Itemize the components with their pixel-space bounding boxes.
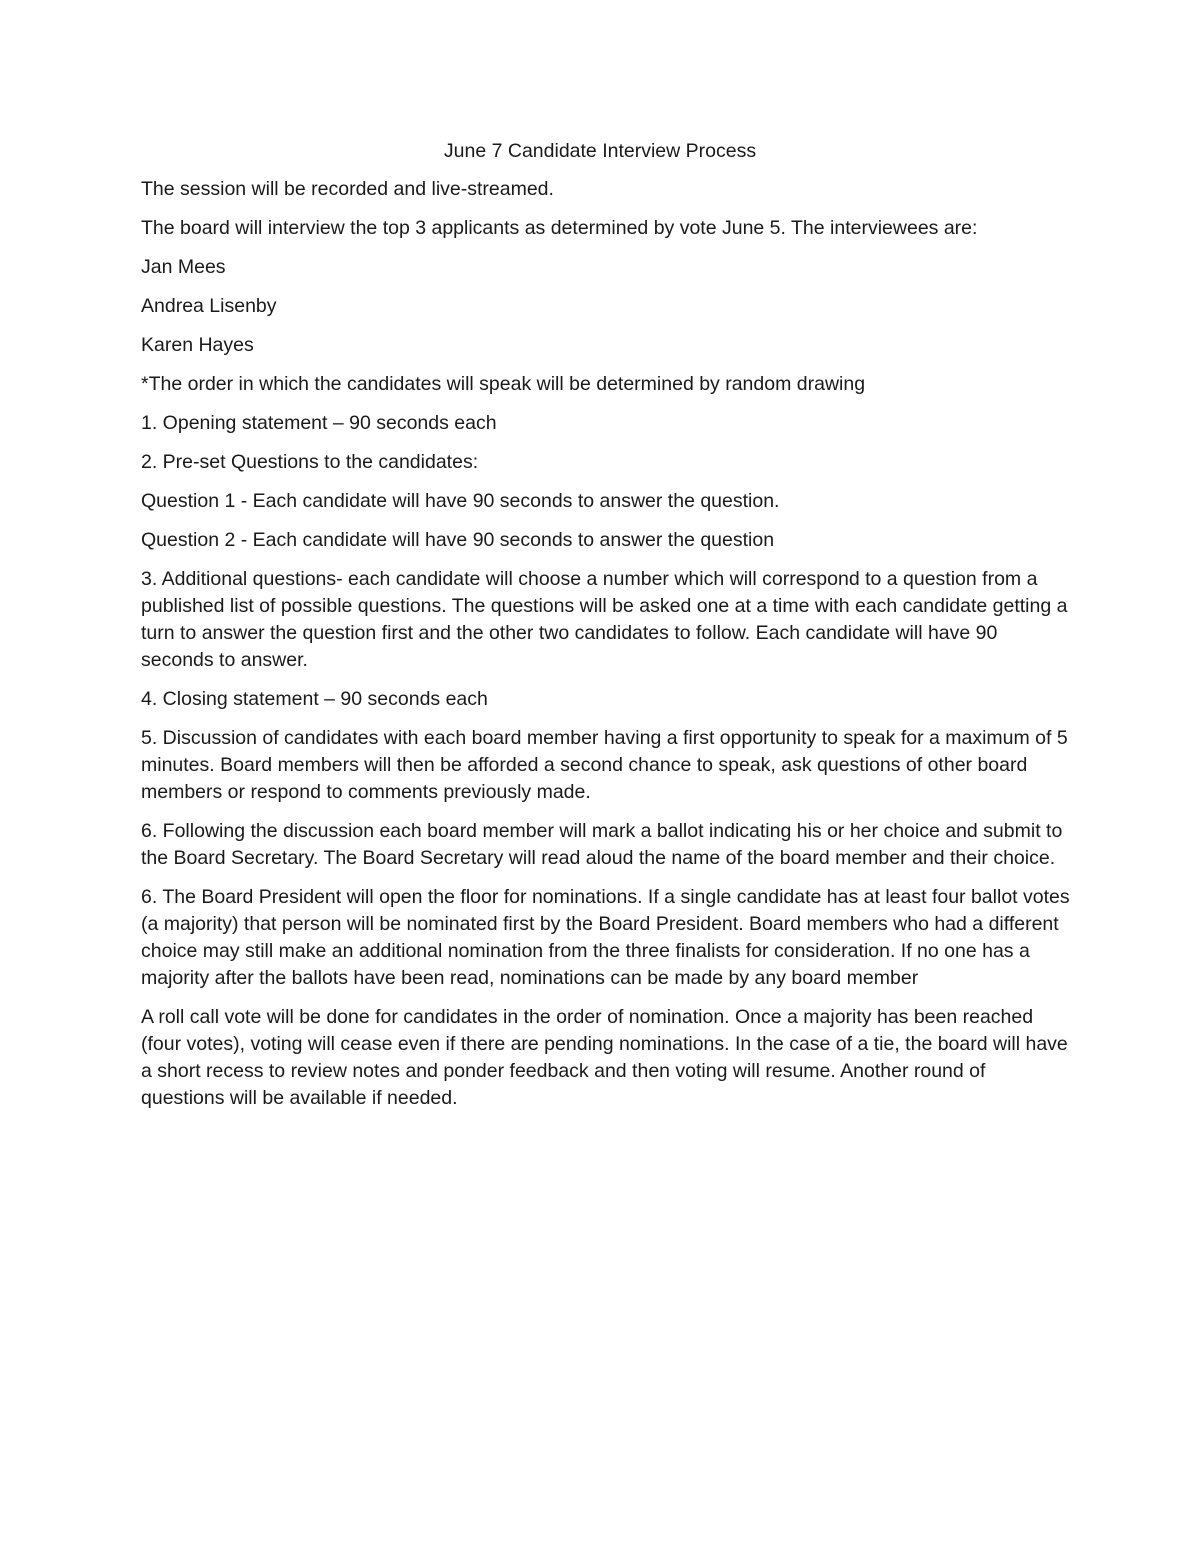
preset-question-1: Question 1 - Each candidate will have 90 seconds to answer the question.: [141, 490, 780, 512]
paragraph-recording-notice: The session will be recorded and live-streamed.: [141, 178, 554, 200]
step-additional-questions: 3. Additional questions- each candidate will choose a number which will correspond to a question from a published list of possible questions. The questions will be asked one at a time with each candidate getting a turn to answer the question first and the other two candidates to follow. Each candidate will have 90 seconds to answer.: [141, 568, 1068, 671]
document-body: [141, 138, 1071, 1124]
step-closing-statement: 4. Closing statement – 90 seconds each: [141, 688, 488, 710]
paragraph-order-note: *The order in which the candidates will speak will be determined by random drawing: [141, 373, 866, 395]
step-ballot: 6. Following the discussion each board member will mark a ballot indicating his or her choice and submit to the Board Secretary. The Board Secretary will read aloud the name of the board member and their choice.: [141, 820, 1063, 869]
candidate-name: Andrea Lisenby: [141, 295, 277, 317]
candidate-name: Jan Mees: [141, 256, 226, 278]
step-nominations: 6. The Board President will open the floor for nominations. If a single candidate has at least four ballot votes (a majority) that person will be nominated first by the Board President. Board members who had a different choice may still make an additional nomination from the three finalists for consideration. If no one has a majority after the ballots have been read, nominations can be made by any board member: [141, 886, 1070, 989]
paragraph-interviewees-intro: The board will interview the top 3 applicants as determined by vote June 5. The interviewees are:: [141, 217, 978, 239]
step-discussion: 5. Discussion of candidates with each board member having a first opportunity to speak for a maximum of 5 minutes. Board members will then be afforded a second chance to speak, ask questions of other board members or respond to comments previously made.: [141, 727, 1068, 803]
candidate-name: Karen Hayes: [141, 334, 254, 356]
paragraph-roll-call: A roll call vote will be done for candidates in the order of nomination. Once a majority has been reached (four votes), voting will cease even if there are pending nominations. In the case of a tie, the board will have a short recess to review notes and ponder feedback and then voting will resume. Another round of questions will be available if needed.: [141, 1006, 1068, 1109]
document-title: June 7 Candidate Interview Process: [443, 140, 757, 162]
step-preset-questions: 2. Pre-set Questions to the candidates:: [141, 451, 479, 473]
step-opening-statement: 1. Opening statement – 90 seconds each: [141, 412, 497, 434]
preset-question-2: Question 2 - Each candidate will have 90 seconds to answer the question: [141, 529, 775, 551]
